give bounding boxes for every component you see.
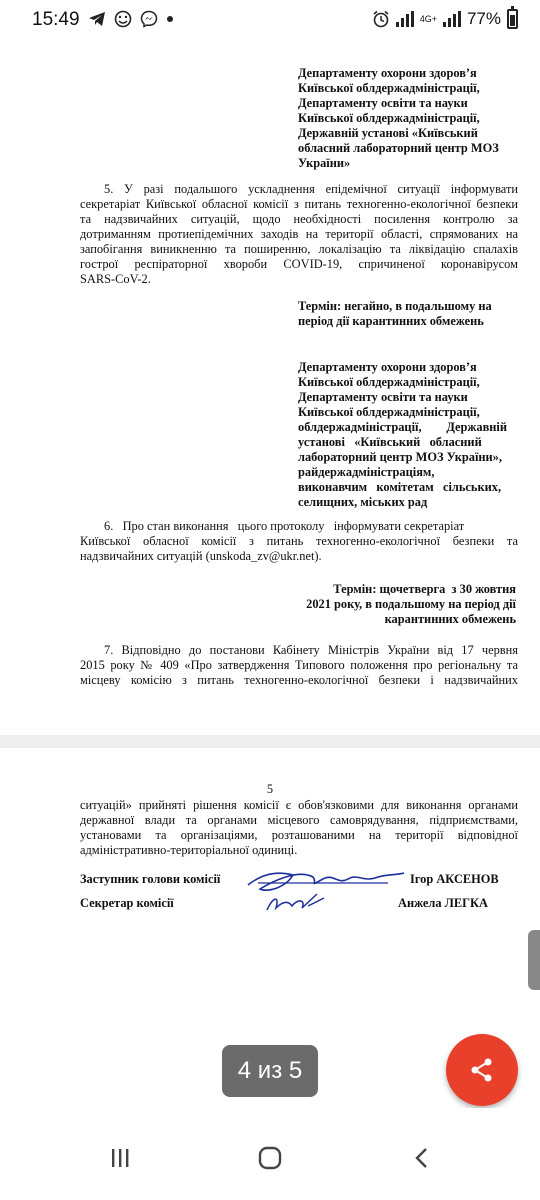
address-line: Київської облдержадміністрації, — [298, 81, 480, 95]
signature-name-secretary: Анжела ЛЕГКА — [398, 896, 488, 910]
system-icons — [372, 9, 518, 29]
term-line: карантинних обмежень — [384, 612, 516, 626]
address-line: лабораторний центр МОЗ України», — [298, 450, 502, 464]
paragraph-line: дотриманням протиепідемічних заходів на території області, спрямованих на — [80, 227, 518, 241]
term-line: 2021 року, в подальшому на період дії — [306, 597, 516, 611]
paragraph-line: ситуацій» прийняті рішення комісії є обов'язковими для виконання органами — [80, 798, 518, 812]
paragraph-line: 5. У разі подальшого ускладнення епідемічної ситуації інформувати — [104, 182, 518, 196]
share-icon — [468, 1056, 496, 1084]
paragraph-line: 6. Про стан виконання цього протоколу інформувати секретаріат — [104, 519, 465, 533]
term-line: період дії карантинних обмежень — [298, 314, 484, 328]
alarm-icon — [372, 10, 390, 28]
paragraph-line: гострої респіраторної хвороби COVID-19, спричиненої коронавірусом — [80, 257, 518, 271]
emoji-icon — [114, 10, 132, 28]
navigation-bar — [0, 1108, 540, 1200]
fast-scroll-handle[interactable] — [528, 930, 540, 990]
address-line: селищних, міських рад — [298, 495, 428, 509]
email-line: надзвичайних ситуацій (unskoda_zv@ukr.net). — [80, 549, 322, 563]
paragraph-line: SARS-CoV-2. — [80, 272, 151, 286]
address-line: Департаменту освіти та науки — [298, 96, 468, 110]
paragraph-line: секретаріат Київської обласної комісії з питань техногенно-екологічної безпеки — [80, 197, 518, 211]
status-time: 15:49 — [32, 9, 80, 30]
address-line: Департаменту охорони здоров’я — [298, 360, 477, 374]
battery-icon — [507, 9, 518, 29]
address-line: Київської облдержадміністрації, — [298, 375, 480, 389]
paragraph-line: адміністративно-територіальної одиниці. — [80, 843, 298, 857]
address-line: облдержадміністрації, Державній — [298, 420, 507, 434]
paragraph-line: та надзвичайних ситуацій, щодо необхідності посилення контролю за — [80, 212, 518, 226]
item-6-paragraph — [80, 519, 518, 564]
notification-icons — [88, 10, 174, 28]
address-line: виконавчим комітетам сільських, — [298, 480, 502, 494]
paragraph-line: місцеву комісію з питань техногенно-екологічної безпеки і надзвичайних — [80, 673, 518, 687]
paragraph-line: 2015 року № 409 «Про затвердження Типового положення про регіональну та — [80, 658, 518, 672]
messenger-icon — [140, 10, 158, 28]
address-block-2 — [298, 360, 518, 510]
term-line: Термін: негайно, в подальшому на — [298, 299, 492, 313]
address-line: райдержадміністраціям, — [298, 465, 435, 479]
recents-button[interactable] — [90, 1128, 150, 1188]
address-line: Державній установі «Київський — [298, 126, 478, 140]
back-icon — [410, 1146, 434, 1170]
paragraph-line: установами та організаціями, розташованими на території відповідної — [80, 828, 518, 842]
signal-icon — [396, 11, 414, 27]
paragraph-line: запобігання виникненню та поширенню, локалізацію та ліквідацію спалахів — [80, 242, 518, 256]
paragraph-line: Київської обласної комісії з питань техногенно-екологічної безпеки та — [80, 534, 518, 548]
handwritten-signature-secretary — [262, 888, 332, 918]
page-number: 5 — [266, 782, 274, 796]
document-page-4[interactable] — [0, 40, 540, 735]
address-line: Київської облдержадміністрації, — [298, 405, 480, 419]
term-2 — [290, 582, 516, 627]
status-bar — [0, 0, 540, 40]
paragraph-line: 7. Відповідно до постанови Кабінету Міністрів України від 17 червня — [104, 643, 518, 657]
address-line: Київської облдержадміністрації, — [298, 111, 480, 125]
recents-icon — [108, 1146, 132, 1170]
home-button[interactable] — [240, 1128, 300, 1188]
paragraph-line: державної влади та органами місцевого самоврядування, підприємствами, — [80, 813, 518, 827]
home-icon — [257, 1145, 283, 1171]
battery-percent: 77% — [466, 9, 501, 28]
page-separator — [0, 735, 540, 748]
share-button[interactable] — [446, 1034, 518, 1106]
address-line: України» — [298, 156, 351, 170]
address-block-1 — [298, 66, 518, 171]
item-7-continuation — [80, 798, 518, 858]
signature-name-deputy: Ігор АКСЕНОВ — [410, 872, 499, 886]
signal-icon — [443, 11, 461, 27]
address-line: Департаменту освіти та науки — [298, 390, 468, 404]
address-line: обласний лабораторний центр МОЗ — [298, 141, 499, 155]
item-5-paragraph — [80, 182, 518, 287]
network-type: 4G+ — [419, 13, 437, 24]
page-indicator: 4 из 5 — [222, 1045, 318, 1097]
telegram-icon — [88, 11, 106, 27]
address-line: Департаменту охорони здоров’я — [298, 66, 477, 80]
dot-icon — [166, 15, 174, 23]
term-line: Термін: щочетверга з 30 жовтня — [333, 582, 516, 596]
item-7-paragraph — [80, 643, 518, 688]
term-1 — [298, 299, 518, 329]
signature-role-deputy: Заступник голови комісії — [80, 872, 221, 886]
back-button[interactable] — [392, 1128, 452, 1188]
signature-role-secretary: Секретар комісії — [80, 896, 174, 910]
address-line: установі «Київський обласний — [298, 435, 482, 449]
